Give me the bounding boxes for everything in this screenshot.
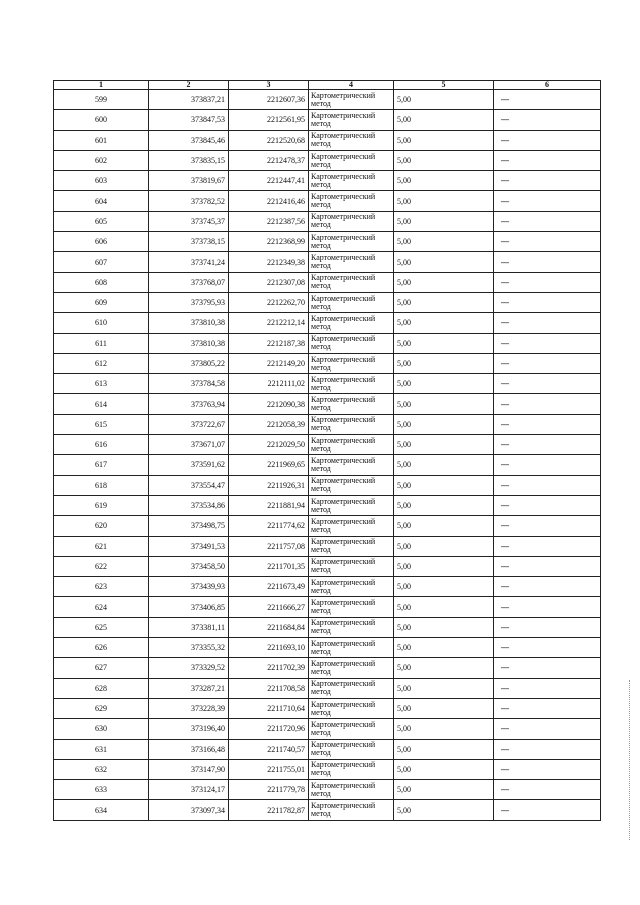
x-coordinate-cell: 373835,15 [149,150,229,170]
description-cell [494,313,601,333]
description-cell [494,232,601,252]
x-coordinate-cell: 373763,94 [149,394,229,414]
accuracy-cell: 5,00 [394,435,494,455]
point-number-cell: 609 [54,292,149,312]
y-coordinate-cell: 2211673,49 [229,577,309,597]
table-row [54,719,601,739]
description-cell [494,658,601,678]
table-row [54,191,601,211]
point-number-cell: 616 [54,435,149,455]
method-cell: Картометрический метод [309,333,394,353]
description-dash: — [501,582,509,592]
description-cell [494,739,601,759]
method-cell: Картометрический метод [309,780,394,800]
y-coordinate-cell: 2211710,64 [229,698,309,718]
x-coordinate-cell: 373722,67 [149,414,229,434]
description-dash: — [501,521,509,531]
accuracy-cell: 5,00 [394,658,494,678]
table-row [54,252,601,272]
point-number-cell: 602 [54,150,149,170]
x-coordinate-cell: 373768,07 [149,272,229,292]
x-coordinate-cell: 373124,17 [149,780,229,800]
x-coordinate-cell: 373782,52 [149,191,229,211]
point-number-cell: 625 [54,617,149,637]
table-row [54,374,601,394]
point-number-cell: 612 [54,353,149,373]
table-row [54,414,601,434]
description-cell [494,556,601,576]
y-coordinate-cell: 2212447,41 [229,171,309,191]
description-cell [494,374,601,394]
table-row [54,232,601,252]
table-row [54,211,601,231]
accuracy-cell: 5,00 [394,516,494,536]
table-row [54,759,601,779]
description-dash: — [501,115,509,125]
point-number-cell: 603 [54,171,149,191]
description-dash: — [501,561,509,571]
method-cell: Картометрический метод [309,211,394,231]
y-coordinate-cell: 2211755,01 [229,759,309,779]
description-cell [494,577,601,597]
description-cell [494,638,601,658]
accuracy-cell: 5,00 [394,272,494,292]
point-number-cell: 615 [54,414,149,434]
description-dash: — [501,399,509,409]
header-cell-point: 1 [54,81,149,90]
table-row [54,475,601,495]
x-coordinate-cell: 373491,53 [149,536,229,556]
table-row [54,597,601,617]
y-coordinate-cell: 2212058,39 [229,414,309,434]
method-cell: Картометрический метод [309,272,394,292]
method-cell: Картометрический метод [309,759,394,779]
table-row [54,516,601,536]
accuracy-cell: 5,00 [394,292,494,312]
y-coordinate-cell: 2212607,36 [229,90,309,110]
table-row [54,577,601,597]
y-coordinate-cell: 2211969,65 [229,455,309,475]
point-number-cell: 611 [54,333,149,353]
x-coordinate-cell: 373805,22 [149,353,229,373]
description-dash: — [501,257,509,267]
method-cell: Картометрический метод [309,536,394,556]
y-coordinate-cell: 2211720,96 [229,719,309,739]
x-coordinate-cell: 373097,34 [149,800,229,820]
point-number-cell: 619 [54,495,149,515]
accuracy-cell: 5,00 [394,556,494,576]
x-coordinate-cell: 373847,53 [149,110,229,130]
description-dash: — [501,805,509,815]
description-dash: — [501,541,509,551]
method-cell: Картометрический метод [309,435,394,455]
description-cell [494,272,601,292]
method-cell: Картометрический метод [309,658,394,678]
accuracy-cell: 5,00 [394,719,494,739]
accuracy-cell: 5,00 [394,110,494,130]
x-coordinate-cell: 373355,32 [149,638,229,658]
table-row [54,455,601,475]
table-row [54,495,601,515]
description-dash: — [501,622,509,632]
method-cell: Картометрический метод [309,90,394,110]
y-coordinate-cell: 2212416,46 [229,191,309,211]
header-cell-y: 3 [229,81,309,90]
point-number-cell: 604 [54,191,149,211]
x-coordinate-cell: 373498,75 [149,516,229,536]
method-cell: Картометрический метод [309,800,394,820]
table-row [54,739,601,759]
y-coordinate-cell: 2212187,38 [229,333,309,353]
point-number-cell: 624 [54,597,149,617]
point-number-cell: 634 [54,800,149,820]
accuracy-cell: 5,00 [394,150,494,170]
description-cell [494,536,601,556]
description-cell [494,353,601,373]
x-coordinate-cell: 373196,40 [149,719,229,739]
accuracy-cell: 5,00 [394,698,494,718]
y-coordinate-cell: 2211666,27 [229,597,309,617]
accuracy-cell: 5,00 [394,455,494,475]
point-number-cell: 617 [54,455,149,475]
accuracy-cell: 5,00 [394,536,494,556]
description-dash: — [501,785,509,795]
method-cell: Картометрический метод [309,475,394,495]
point-number-cell: 633 [54,780,149,800]
description-dash: — [501,440,509,450]
y-coordinate-cell: 2211740,57 [229,739,309,759]
x-coordinate-cell: 373228,39 [149,698,229,718]
description-cell [494,394,601,414]
point-number-cell: 605 [54,211,149,231]
accuracy-cell: 5,00 [394,638,494,658]
point-number-cell: 599 [54,90,149,110]
description-cell [494,719,601,739]
description-dash: — [501,460,509,470]
method-cell: Картометрический метод [309,556,394,576]
accuracy-cell: 5,00 [394,800,494,820]
description-dash: — [501,318,509,328]
table-row [54,678,601,698]
point-number-cell: 629 [54,698,149,718]
x-coordinate-cell: 373147,90 [149,759,229,779]
description-cell [494,191,601,211]
description-cell [494,617,601,637]
accuracy-cell: 5,00 [394,577,494,597]
method-cell: Картометрический метод [309,638,394,658]
x-coordinate-cell: 373329,52 [149,658,229,678]
x-coordinate-cell: 373671,07 [149,435,229,455]
description-cell [494,292,601,312]
description-cell [494,759,601,779]
accuracy-cell: 5,00 [394,759,494,779]
description-cell [494,130,601,150]
point-number-cell: 608 [54,272,149,292]
scan-edge-mark [629,680,631,840]
y-coordinate-cell: 2211779,78 [229,780,309,800]
description-cell [494,150,601,170]
description-cell [494,475,601,495]
point-number-cell: 606 [54,232,149,252]
description-cell [494,414,601,434]
description-cell [494,678,601,698]
description-dash: — [501,379,509,389]
description-dash: — [501,135,509,145]
table-row [54,435,601,455]
y-coordinate-cell: 2211708,58 [229,678,309,698]
description-dash: — [501,744,509,754]
header-row [54,81,601,90]
y-coordinate-cell: 2212090,38 [229,394,309,414]
table-row [54,150,601,170]
table-row [54,536,601,556]
description-dash: — [501,156,509,166]
description-cell [494,516,601,536]
table-body [54,90,601,821]
x-coordinate-cell: 373458,50 [149,556,229,576]
method-cell: Картометрический метод [309,577,394,597]
point-number-cell: 614 [54,394,149,414]
method-cell: Картометрический метод [309,171,394,191]
accuracy-cell: 5,00 [394,333,494,353]
method-cell: Картометрический метод [309,414,394,434]
y-coordinate-cell: 2211702,39 [229,658,309,678]
accuracy-cell: 5,00 [394,171,494,191]
accuracy-cell: 5,00 [394,353,494,373]
y-coordinate-cell: 2212212,14 [229,313,309,333]
accuracy-cell: 5,00 [394,90,494,110]
accuracy-cell: 5,00 [394,678,494,698]
description-dash: — [501,480,509,490]
description-cell [494,252,601,272]
x-coordinate-cell: 373406,85 [149,597,229,617]
table-row [54,556,601,576]
method-cell: Картометрический метод [309,516,394,536]
accuracy-cell: 5,00 [394,313,494,333]
description-dash: — [501,176,509,186]
x-coordinate-cell: 373439,93 [149,577,229,597]
method-cell: Картометрический метод [309,455,394,475]
accuracy-cell: 5,00 [394,232,494,252]
accuracy-cell: 5,00 [394,739,494,759]
y-coordinate-cell: 2212349,38 [229,252,309,272]
description-cell [494,800,601,820]
description-cell [494,597,601,617]
description-dash: — [501,216,509,226]
point-number-cell: 620 [54,516,149,536]
description-dash: — [501,298,509,308]
x-coordinate-cell: 373287,21 [149,678,229,698]
table-header [54,81,601,90]
method-cell: Картометрический метод [309,739,394,759]
description-cell [494,698,601,718]
x-coordinate-cell: 373810,38 [149,333,229,353]
table-row [54,171,601,191]
y-coordinate-cell: 2212387,56 [229,211,309,231]
table-row [54,800,601,820]
y-coordinate-cell: 2211693,10 [229,638,309,658]
x-coordinate-cell: 373534,86 [149,495,229,515]
y-coordinate-cell: 2211881,94 [229,495,309,515]
table-row [54,292,601,312]
header-cell-method: 4 [309,81,394,90]
point-number-cell: 610 [54,313,149,333]
point-number-cell: 628 [54,678,149,698]
x-coordinate-cell: 373819,67 [149,171,229,191]
x-coordinate-cell: 373837,21 [149,90,229,110]
description-cell [494,211,601,231]
x-coordinate-cell: 373738,15 [149,232,229,252]
description-dash: — [501,359,509,368]
description-cell [494,90,601,110]
description-cell [494,435,601,455]
method-cell: Картометрический метод [309,150,394,170]
point-number-cell: 607 [54,252,149,272]
point-number-cell: 631 [54,739,149,759]
table-row [54,313,601,333]
description-cell [494,110,601,130]
description-dash: — [501,501,509,511]
description-dash: — [501,95,509,105]
method-cell: Картометрический метод [309,495,394,515]
description-dash: — [501,643,509,653]
coordinates-table [53,80,601,821]
table-row [54,698,601,718]
table-row [54,90,601,110]
method-cell: Картометрический метод [309,292,394,312]
y-coordinate-cell: 2211926,31 [229,475,309,495]
accuracy-cell: 5,00 [394,597,494,617]
accuracy-cell: 5,00 [394,252,494,272]
point-number-cell: 623 [54,577,149,597]
x-coordinate-cell: 373745,37 [149,211,229,231]
x-coordinate-cell: 373554,47 [149,475,229,495]
header-cell-x: 2 [149,81,229,90]
x-coordinate-cell: 373741,24 [149,252,229,272]
point-number-cell: 627 [54,658,149,678]
x-coordinate-cell: 373166,48 [149,739,229,759]
x-coordinate-cell: 373845,46 [149,130,229,150]
y-coordinate-cell: 2212478,37 [229,150,309,170]
y-coordinate-cell: 2212520,68 [229,130,309,150]
accuracy-cell: 5,00 [394,374,494,394]
point-number-cell: 622 [54,556,149,576]
description-dash: — [501,237,509,247]
accuracy-cell: 5,00 [394,780,494,800]
y-coordinate-cell: 2212149,20 [229,353,309,373]
y-coordinate-cell: 2211684,84 [229,617,309,637]
point-number-cell: 600 [54,110,149,130]
table-row [54,272,601,292]
y-coordinate-cell: 2212111,02 [229,374,309,394]
header-cell-accuracy: 5 [394,81,494,90]
x-coordinate-cell: 373795,93 [149,292,229,312]
method-cell: Картометрический метод [309,110,394,130]
description-cell [494,780,601,800]
method-cell: Картометрический метод [309,617,394,637]
description-dash: — [501,724,509,734]
method-cell: Картометрический метод [309,597,394,617]
accuracy-cell: 5,00 [394,191,494,211]
table-row [54,617,601,637]
table-row [54,638,601,658]
table-row [54,780,601,800]
description-cell [494,455,601,475]
table-row [54,394,601,414]
y-coordinate-cell: 2211757,08 [229,536,309,556]
accuracy-cell: 5,00 [394,617,494,637]
method-cell: Картометрический метод [309,374,394,394]
method-cell: Картометрический метод [309,394,394,414]
table-row [54,353,601,373]
x-coordinate-cell: 373810,38 [149,313,229,333]
description-dash: — [501,338,509,348]
x-coordinate-cell: 373591,62 [149,455,229,475]
point-number-cell: 632 [54,759,149,779]
method-cell: Картометрический метод [309,252,394,272]
description-cell [494,495,601,515]
point-number-cell: 630 [54,719,149,739]
description-dash: — [501,419,509,429]
method-cell: Картометрический метод [309,698,394,718]
accuracy-cell: 5,00 [394,211,494,231]
description-dash: — [501,764,509,774]
table-row [54,333,601,353]
description-cell [494,171,601,191]
description-dash: — [501,602,509,612]
y-coordinate-cell: 2212368,99 [229,232,309,252]
method-cell: Картометрический метод [309,719,394,739]
y-coordinate-cell: 2212029,50 [229,435,309,455]
y-coordinate-cell: 2211782,87 [229,800,309,820]
point-number-cell: 618 [54,475,149,495]
method-cell: Картометрический метод [309,232,394,252]
y-coordinate-cell: 2211774,62 [229,516,309,536]
x-coordinate-cell: 373381,11 [149,617,229,637]
description-dash: — [501,277,509,287]
point-number-cell: 621 [54,536,149,556]
description-dash: — [501,683,509,693]
accuracy-cell: 5,00 [394,394,494,414]
y-coordinate-cell: 2212262,70 [229,292,309,312]
method-cell: Картометрический метод [309,130,394,150]
point-number-cell: 613 [54,374,149,394]
y-coordinate-cell: 2212561,95 [229,110,309,130]
method-cell: Картометрический метод [309,313,394,333]
x-coordinate-cell: 373784,58 [149,374,229,394]
description-dash: — [501,196,509,206]
method-cell: Картометрический метод [309,191,394,211]
point-number-cell: 626 [54,638,149,658]
table-row [54,130,601,150]
table-row [54,658,601,678]
description-dash: — [501,704,509,714]
header-cell-description: 6 [494,81,601,90]
y-coordinate-cell: 2212307,08 [229,272,309,292]
method-cell: Картометрический метод [309,678,394,698]
description-dash: — [501,663,509,673]
y-coordinate-cell: 2211701,35 [229,556,309,576]
description-cell [494,333,601,353]
accuracy-cell: 5,00 [394,130,494,150]
method-cell: Картометрический метод [309,353,394,373]
table-row [54,110,601,130]
accuracy-cell: 5,00 [394,414,494,434]
accuracy-cell: 5,00 [394,495,494,515]
accuracy-cell: 5,00 [394,475,494,495]
point-number-cell: 601 [54,130,149,150]
